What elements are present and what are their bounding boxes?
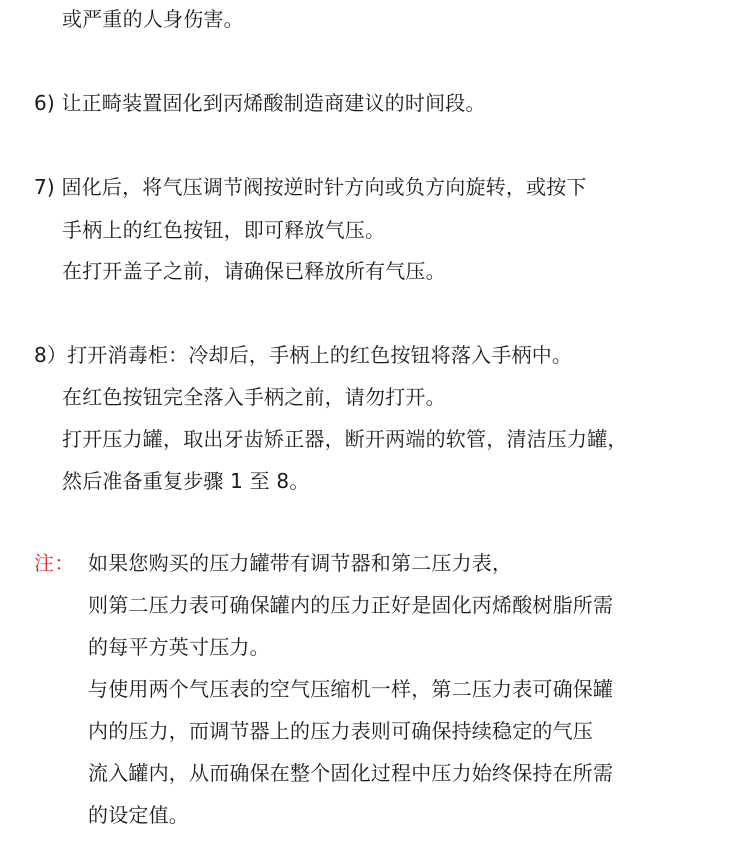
step-8-line-2: 在红色按钮完全落入手柄之前，请勿打开。 (62, 385, 446, 409)
note-line-2: 则第二压力表可确保罐内的压力正好是固化丙烯酸树脂所需 (88, 593, 614, 617)
note-line-1: 如果您购买的压力罐带有调节器和第二压力表， (88, 551, 513, 575)
step-6-text: 6) 让正畸装置固化到丙烯酸制造商建议的时间段。 (34, 91, 486, 115)
step-8-line-3: 打开压力罐，取出牙齿矫正器，断开两端的软管，清洁压力罐， (62, 427, 628, 451)
step-7-line-2: 手柄上的红色按钮，即可释放气压。 (62, 218, 386, 242)
step-7-line-1: 7) 固化后，将气压调节阀按逆时针方向或负方向旋转，或按下 (34, 175, 587, 199)
note-line-6: 流入罐内，从而确保在整个固化过程中压力始终保持在所需 (88, 761, 614, 785)
note-label: 注： (34, 551, 75, 575)
step-7-line-3: 在打开盖子之前，请确保已释放所有气压。 (62, 259, 446, 283)
note-line-7: 的设定值。 (88, 803, 189, 827)
top-fragment-text: 或严重的人身伤害。 (62, 7, 244, 31)
step-8-line-4: 然后准备重复步骤 1 至 8。 (62, 469, 310, 493)
note-line-3: 的每平方英寸压力。 (88, 635, 270, 659)
note-line-4: 与使用两个气压表的空气压缩机一样，第二压力表可确保罐 (88, 677, 614, 701)
note-line-5: 内的压力，而调节器上的压力表则可确保持续稳定的气压 (88, 719, 593, 743)
step-8-line-1: 8）打开消毒柜：冷却后，手柄上的红色按钮将落入手柄中。 (34, 343, 573, 367)
